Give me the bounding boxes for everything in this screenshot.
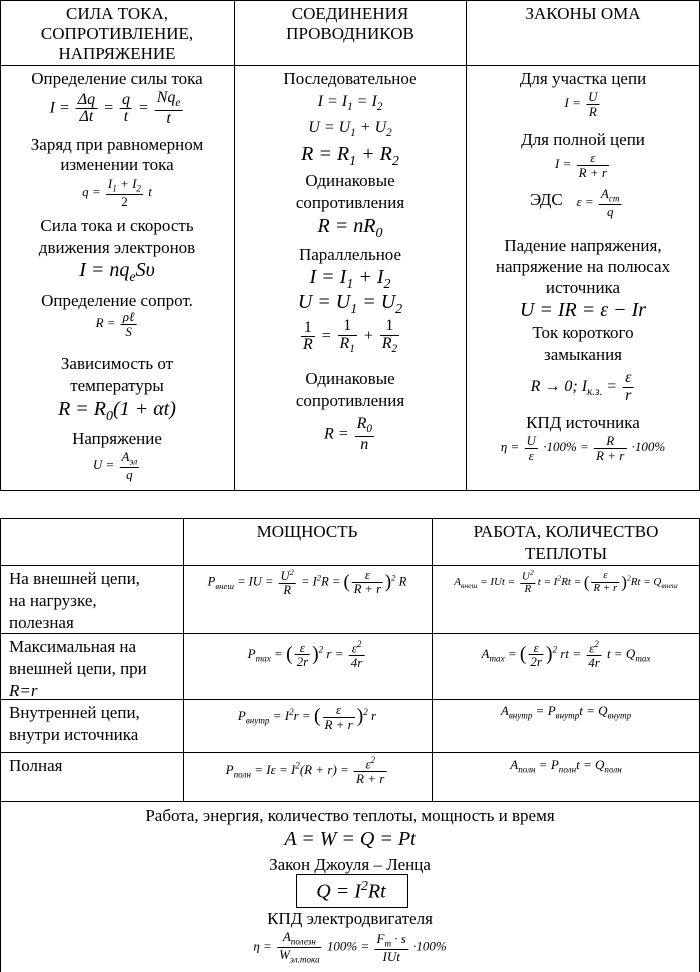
- bottom-table-header-divider: [0, 565, 700, 566]
- header-current-line3: НАПРЯЖЕНИЕ: [58, 44, 176, 63]
- header-connections-line1: СОЕДИНЕНИЯ: [291, 4, 409, 23]
- parallel-resistance-formula: $\frac{1}{R}$ = $\frac{1}{R_1}$ + $\frac{1}{R_2}$: [302, 317, 398, 355]
- emf-label: ЭДС: [530, 190, 563, 209]
- joule-lenz-title: Закон Джоуля – Ленца: [269, 855, 431, 874]
- internal-power-formula: $P_{внутр} = I^2r$ = ( $\frac{\varepsilon}{R + r}$ )$^2$ r: [237, 702, 377, 732]
- series-equal-formula: $R = nR_0$: [317, 215, 383, 241]
- temperature-title-line2: температуры: [70, 376, 164, 395]
- bottom-row-divider-1: [0, 633, 700, 634]
- series-title: Последовательное: [283, 69, 417, 88]
- resistance-definition-title: Определение сопрот.: [41, 291, 193, 310]
- series-equal-title-line2: сопротивления: [295, 193, 405, 212]
- voltage-title: Напряжение: [72, 429, 162, 448]
- charge-title-line1: Заряд при равномерном: [30, 135, 204, 154]
- section-ohm-title: Для участка цепи: [519, 69, 647, 88]
- bottom-table-border-left: [0, 518, 1, 972]
- top-table-border-top: [0, 0, 700, 1]
- voltage-formula: U = $A_{эл}$ q: [92, 449, 138, 483]
- voltage-drop-title-line2: напряжение на полюсах: [495, 257, 671, 276]
- bottom-table-col-divider-1: [183, 518, 184, 801]
- internal-work-formula: $A_{внутр} = P_{внутр}t = Q_{внутр}$: [500, 703, 632, 721]
- max-work-formula: $A_{max}$ = ( $\frac{\varepsilon}{2r}$ )$^2$ rt = $\frac{\varepsilon^2}{4r}$ $t = Q_{max}$: [481, 639, 651, 670]
- current-definition-formula: I = $\frac{\Delta q}{\Delta t}$ = $\frac{q}{t}$ = $Nq_e$ t: [49, 89, 181, 127]
- current-speed-formula: $I = nq_eS\upsilon$: [79, 259, 155, 285]
- external-power-formula: $P_{внеш}$ = IU = $\frac{U^2}{R}$ = $I^2R$ = ( $\frac{\varepsilon}{R + r}$ )$^2$ R: [207, 567, 407, 598]
- charge-title-line2: изменении тока: [60, 155, 174, 174]
- header-work-line1: РАБОТА, КОЛИЧЕСТВО: [473, 522, 659, 541]
- voltage-drop-title-line3: источника: [545, 278, 621, 297]
- charge-formula: q = $\frac{I_1 + I_2}{2}$ t: [82, 176, 152, 210]
- efficiency-title: КПД источника: [526, 413, 640, 432]
- emf-formula: ε = $A_{ст}$ q: [576, 186, 620, 220]
- header-power: МОЩНОСТЬ: [256, 522, 358, 541]
- terminal-voltage-formula: U = IR = ε − Ir: [519, 299, 647, 321]
- top-table-header-divider: [0, 65, 700, 66]
- speed-title-line2: движения электронов: [38, 238, 196, 257]
- resistance-formula: R = ρℓ S: [95, 309, 135, 339]
- bottom-row-divider-2: [0, 699, 700, 700]
- series-equal-title-line1: Одинаковые: [305, 171, 395, 190]
- summary-title: Работа, энергия, количество теплоты, мощность и время: [145, 806, 555, 825]
- row-max-label-line2: внешней цепи, при: [9, 659, 147, 678]
- top-table-border-left: [0, 0, 1, 490]
- row-total-label: Полная: [9, 756, 63, 775]
- header-work-line2: ТЕПЛОТЫ: [524, 544, 608, 563]
- external-work-formula: $A_{внеш}$ = IUt = $\frac{U^2}{R}$ $t = I^2Rt$ = ( $\frac{\varepsilon}{R + r}$ )$^2Rt = Q_{внеш}$: [454, 568, 678, 596]
- temperature-title-line1: Зависимость от: [60, 354, 174, 373]
- motor-efficiency-formula: η = $A_{полезн}$ $W_{эл.тока}$ 100% = $F_т \cdot s$ IUt ·100%: [253, 929, 447, 965]
- top-table-col-divider-2: [466, 0, 467, 490]
- row-external-label-line3: полезная: [9, 613, 74, 632]
- top-table-col-divider-1: [234, 0, 235, 490]
- full-circuit-title: Для полной цепи: [521, 130, 645, 149]
- row-external-label-line2: на нагрузке,: [9, 591, 97, 610]
- row-internal-label-line1: Внутренней цепи,: [9, 703, 140, 722]
- top-table-border-bottom: [0, 490, 700, 491]
- parallel-current-formula: $I = I_1 + I_2$: [309, 266, 391, 292]
- header-current-line1: СИЛА ТОКА,: [66, 4, 168, 23]
- parallel-equal-title-line1: Одинаковые: [305, 369, 395, 388]
- header-connections-line2: ПРОВОДНИКОВ: [286, 24, 414, 43]
- row-internal-label-line2: внутри источника: [9, 725, 139, 744]
- parallel-equal-formula: R = $\frac{R_0}{n}$: [324, 415, 372, 453]
- current-definition-title: Определение силы тока: [31, 69, 203, 88]
- row-max-label-line1: Максимальная на: [9, 637, 137, 656]
- series-voltage-formula: $U = U_1 + U_2$: [308, 119, 392, 140]
- bottom-row-divider-4: [0, 801, 700, 802]
- voltage-drop-title-line1: Падение напряжения,: [504, 236, 662, 255]
- work-energy-formula: A = W = Q = Pt: [284, 828, 416, 850]
- bottom-row-divider-3: [0, 752, 700, 753]
- speed-title-line1: Сила тока и скорость: [40, 216, 194, 235]
- temperature-formula: $R = R_0(1 + \alpha t)$: [58, 398, 176, 424]
- series-resistance-formula: $R = R_1 + R_2$: [301, 143, 399, 169]
- section-ohm-formula: I = $\frac{U}{R}$: [564, 89, 598, 119]
- total-work-formula: $A_{полн} = P_{полн}t = Q_{полн}$: [510, 757, 622, 775]
- total-power-formula: $P_{полн} = I\varepsilon = I^2(R + r)$ = $\frac{\varepsilon^2}{R + r}$: [225, 755, 385, 786]
- full-circuit-formula: I = $\frac{\varepsilon}{R + r}$: [555, 150, 607, 180]
- joule-lenz-formula: $Q = I^2Rt$: [316, 879, 386, 903]
- header-ohm-laws: ЗАКОНЫ ОМА: [525, 4, 641, 23]
- parallel-title: Параллельное: [298, 245, 402, 264]
- bottom-table-border-top: [0, 518, 700, 519]
- parallel-equal-title-line2: сопротивления: [295, 391, 405, 410]
- bottom-table-col-divider-2: [432, 518, 433, 801]
- parallel-voltage-formula: $U = U_1 = U_2$: [297, 291, 403, 317]
- series-current-formula: $I = I_1 = I_2$: [317, 93, 383, 114]
- max-power-formula: $P_{max}$ = ( $\frac{\varepsilon}{2r}$ )$^2$ r = $\frac{\varepsilon^2}{4r}$: [247, 639, 363, 670]
- row-max-label-line3: R=r: [9, 681, 38, 700]
- source-efficiency-formula: η = $\frac{U}{\varepsilon}$ ·100% = $\frac{R}{R + r}$ ·100%: [500, 433, 666, 463]
- short-circuit-title-line2: замыкания: [543, 345, 623, 364]
- row-external-label-line1: На внешней цепи,: [9, 569, 140, 588]
- motor-efficiency-title: КПД электродвигателя: [267, 909, 433, 928]
- short-circuit-formula: R → 0; $I_{к.з.}$ = $\frac{\varepsilon}{r}$: [530, 369, 632, 404]
- header-current-line2: СОПРОТИВЛЕНИЕ,: [40, 24, 194, 43]
- short-circuit-title-line1: Ток короткого: [532, 323, 634, 342]
